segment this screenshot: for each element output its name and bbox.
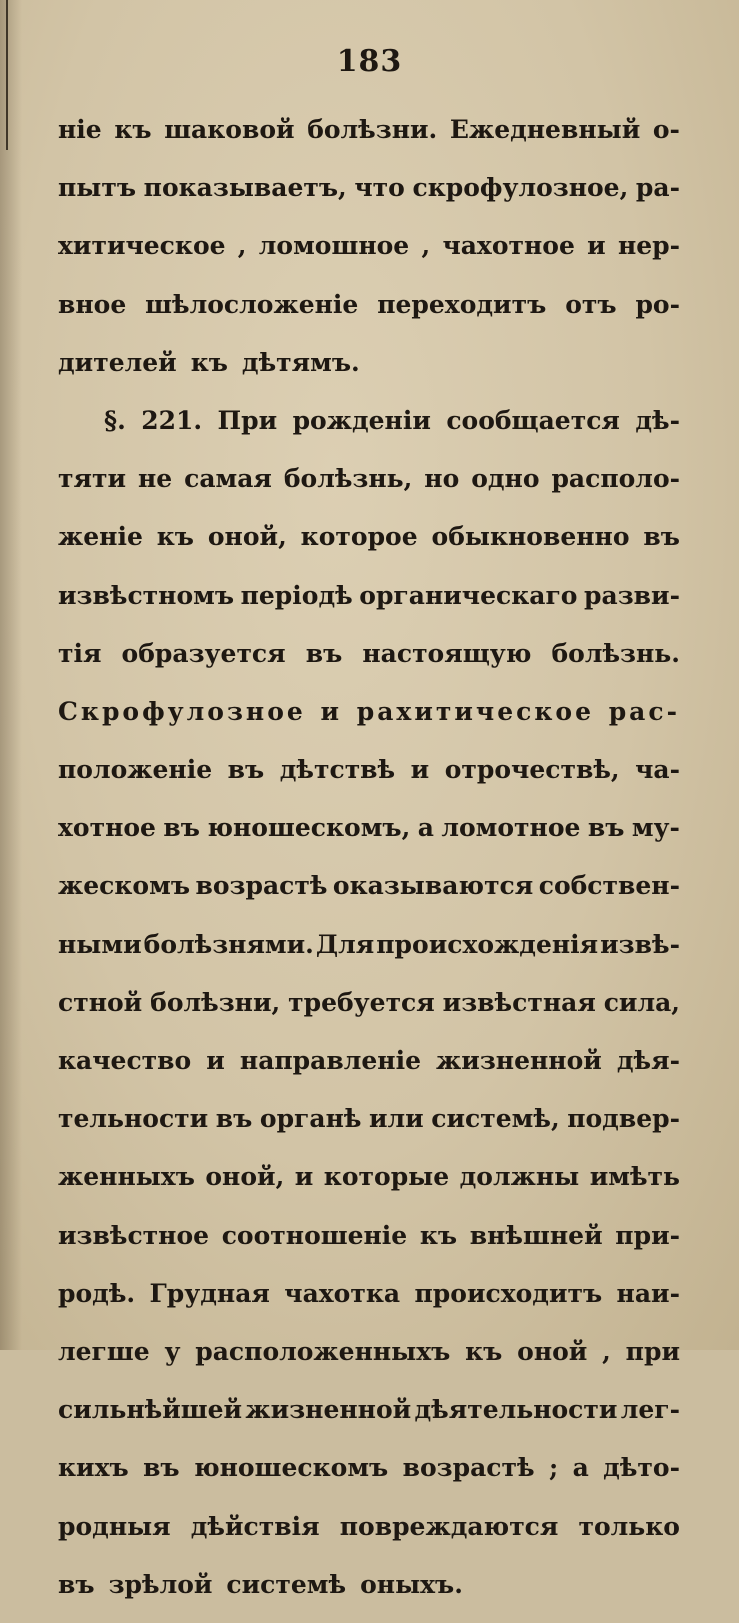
word: къ [465,1336,503,1366]
word: , [237,231,247,261]
word: подвер- [567,1104,680,1134]
word: къ [114,115,152,144]
word: хитическое [58,231,226,261]
word: располо- [551,464,680,494]
text-line [58,110,680,168]
word: разви- [584,580,680,610]
word: что [354,173,405,203]
word: оной, [205,1162,285,1192]
word: системѣ, [431,1104,560,1134]
word: 221. [141,405,203,435]
word: болѣзнь, [283,464,413,494]
word: ломотное [441,813,581,843]
body-text [58,110,680,1623]
word: §. [104,405,126,435]
word: , [421,231,431,261]
word: болѣзнь. [551,638,680,668]
word: скрофулозное, [412,173,629,203]
text-line [58,925,680,983]
word: въ [143,1453,180,1483]
text-line [58,459,680,517]
word: юношескомъ, [207,813,411,843]
word: только [578,1511,680,1541]
word: къ [156,522,194,552]
word: самая [184,464,272,494]
text-line [58,1274,680,1332]
word: юношескомъ [194,1453,389,1483]
word: тія [58,638,102,668]
word: сообщается [446,405,620,435]
word: жескомъ [58,871,190,901]
word: лег- [620,1395,680,1425]
page-number: 183 [336,44,403,79]
word: при- [615,1220,680,1250]
word: рахитическое [356,696,594,726]
word: дѣйствія [190,1511,320,1541]
word: наи- [616,1278,680,1308]
word: извѣстномъ [58,580,235,610]
word: извѣ- [600,929,680,959]
word: болѣзни. [307,115,438,144]
word: вное [58,289,127,319]
text-line [58,1216,680,1274]
word: шаковой [164,115,295,144]
word: шѣлосложеніе [145,289,359,319]
text-line [58,285,680,343]
word: внѣшней [469,1220,603,1250]
text-line [58,1099,680,1157]
word: жизненной [436,1046,602,1075]
text-line [58,1565,680,1623]
word: образуется [121,638,286,668]
word: показываетъ, [143,173,347,203]
word: нер- [617,231,680,261]
word: Ежедневный [449,115,641,144]
word: происходитъ [414,1278,603,1308]
word: и [294,1162,314,1192]
word: и [206,1046,225,1075]
word: рожденіи [292,405,431,435]
word: оказываются [332,871,534,901]
word: оныхъ. [360,1569,463,1599]
word: одно [471,464,540,494]
word: му- [631,813,680,843]
text-line [58,866,680,924]
word: о- [652,115,680,144]
text-line [58,1507,680,1565]
word: къ [419,1220,458,1250]
word: и [587,231,606,261]
text-line [58,168,680,226]
word: оной [517,1336,588,1366]
word: зрѣлой [108,1569,213,1599]
word: жизненной [245,1395,412,1425]
word: которое [300,522,418,552]
text-line [58,692,680,750]
word: тяти [58,464,126,494]
word: дѣто- [603,1453,680,1483]
word: Грудная [149,1278,270,1308]
word: системѣ [226,1569,347,1599]
word: качество [58,1046,192,1075]
word: сила, [603,987,680,1017]
word: тельности [58,1104,209,1134]
word: дѣ- [635,405,680,435]
word: а [572,1453,589,1483]
text-line [58,634,680,692]
word: а [417,813,434,843]
word: въ [58,1569,95,1599]
word: ро- [635,289,680,319]
word: не [137,464,173,494]
text-line [58,226,680,284]
word: должны [459,1162,580,1192]
word: соотношеніе [221,1220,408,1250]
word: ча- [635,755,680,785]
word: переходитъ [377,289,547,319]
text-line [58,1157,680,1215]
text-line [58,1390,680,1448]
word: которые [323,1162,450,1192]
word: чахотка [284,1278,401,1308]
text-line [58,1448,680,1506]
text-line [58,1041,680,1099]
word: при [625,1336,680,1366]
word: періодѣ [240,580,353,610]
word: повреждаются [339,1511,559,1541]
text-line [58,1332,680,1390]
word: сильнѣйшей [58,1395,243,1425]
word: чахотное [442,231,575,261]
word: возрастѣ [195,871,328,901]
word: рас- [608,696,680,726]
text-line [58,576,680,634]
word: въ [587,813,625,843]
word: требуется [288,987,435,1017]
word: происхожденія [376,929,599,959]
word: имѣть [589,1162,680,1192]
word: При [217,405,278,435]
word: органѣ [259,1104,362,1134]
text-line [58,401,680,459]
word: дѣтствѣ [279,755,396,785]
word: въ [163,813,200,843]
word: извѣстная [442,987,596,1017]
word: и [410,755,430,785]
word: женныхъ [58,1162,195,1192]
text-line [58,517,680,575]
word: ніе [58,115,102,144]
word: собствен- [538,871,680,901]
word: хотное [58,813,156,843]
word: женіе [58,522,143,552]
text-line [58,808,680,866]
word: ломошное [258,231,410,261]
word: отъ [565,289,617,319]
word: стной [58,987,143,1017]
word: извѣстное [58,1220,210,1250]
spine-shadow [0,0,22,1350]
word: и [320,696,343,726]
word: болѣзни, [150,987,281,1017]
word: дѣтямъ. [241,347,360,377]
word: болѣзнями. [143,929,314,959]
word: легше [58,1336,150,1366]
word: ными [58,929,142,959]
word: къ [190,347,228,377]
word: или [369,1104,424,1134]
word: отрочествѣ, [444,755,620,785]
word: настоящую [362,638,532,668]
word: возрастѣ [402,1453,535,1483]
word: въ [643,522,680,552]
text-line [58,750,680,808]
word: кихъ [58,1453,129,1483]
text-line [58,983,680,1041]
word: , [602,1336,611,1366]
word: родныя [58,1511,171,1541]
word: расположенныхъ [195,1336,451,1366]
word: но [424,464,460,494]
word: ; [548,1453,559,1483]
word: въ [215,1104,253,1134]
word: ра- [635,173,680,203]
word: въ [227,755,265,785]
word: у [164,1336,181,1366]
word: обыкновенно [431,522,630,552]
word: въ [305,638,343,668]
word: дителей [58,347,177,377]
word: оной, [207,522,287,552]
word: положеніе [58,755,213,785]
word: Для [315,929,375,959]
word: направленіе [239,1046,421,1075]
word: дѣя- [616,1046,680,1075]
word: Скрофулозное [58,696,306,726]
word: дѣятельности [414,1395,618,1425]
text-line [58,343,680,401]
word: органическаго [359,580,578,610]
word: родѣ. [58,1278,136,1308]
word: пытъ [58,173,137,203]
